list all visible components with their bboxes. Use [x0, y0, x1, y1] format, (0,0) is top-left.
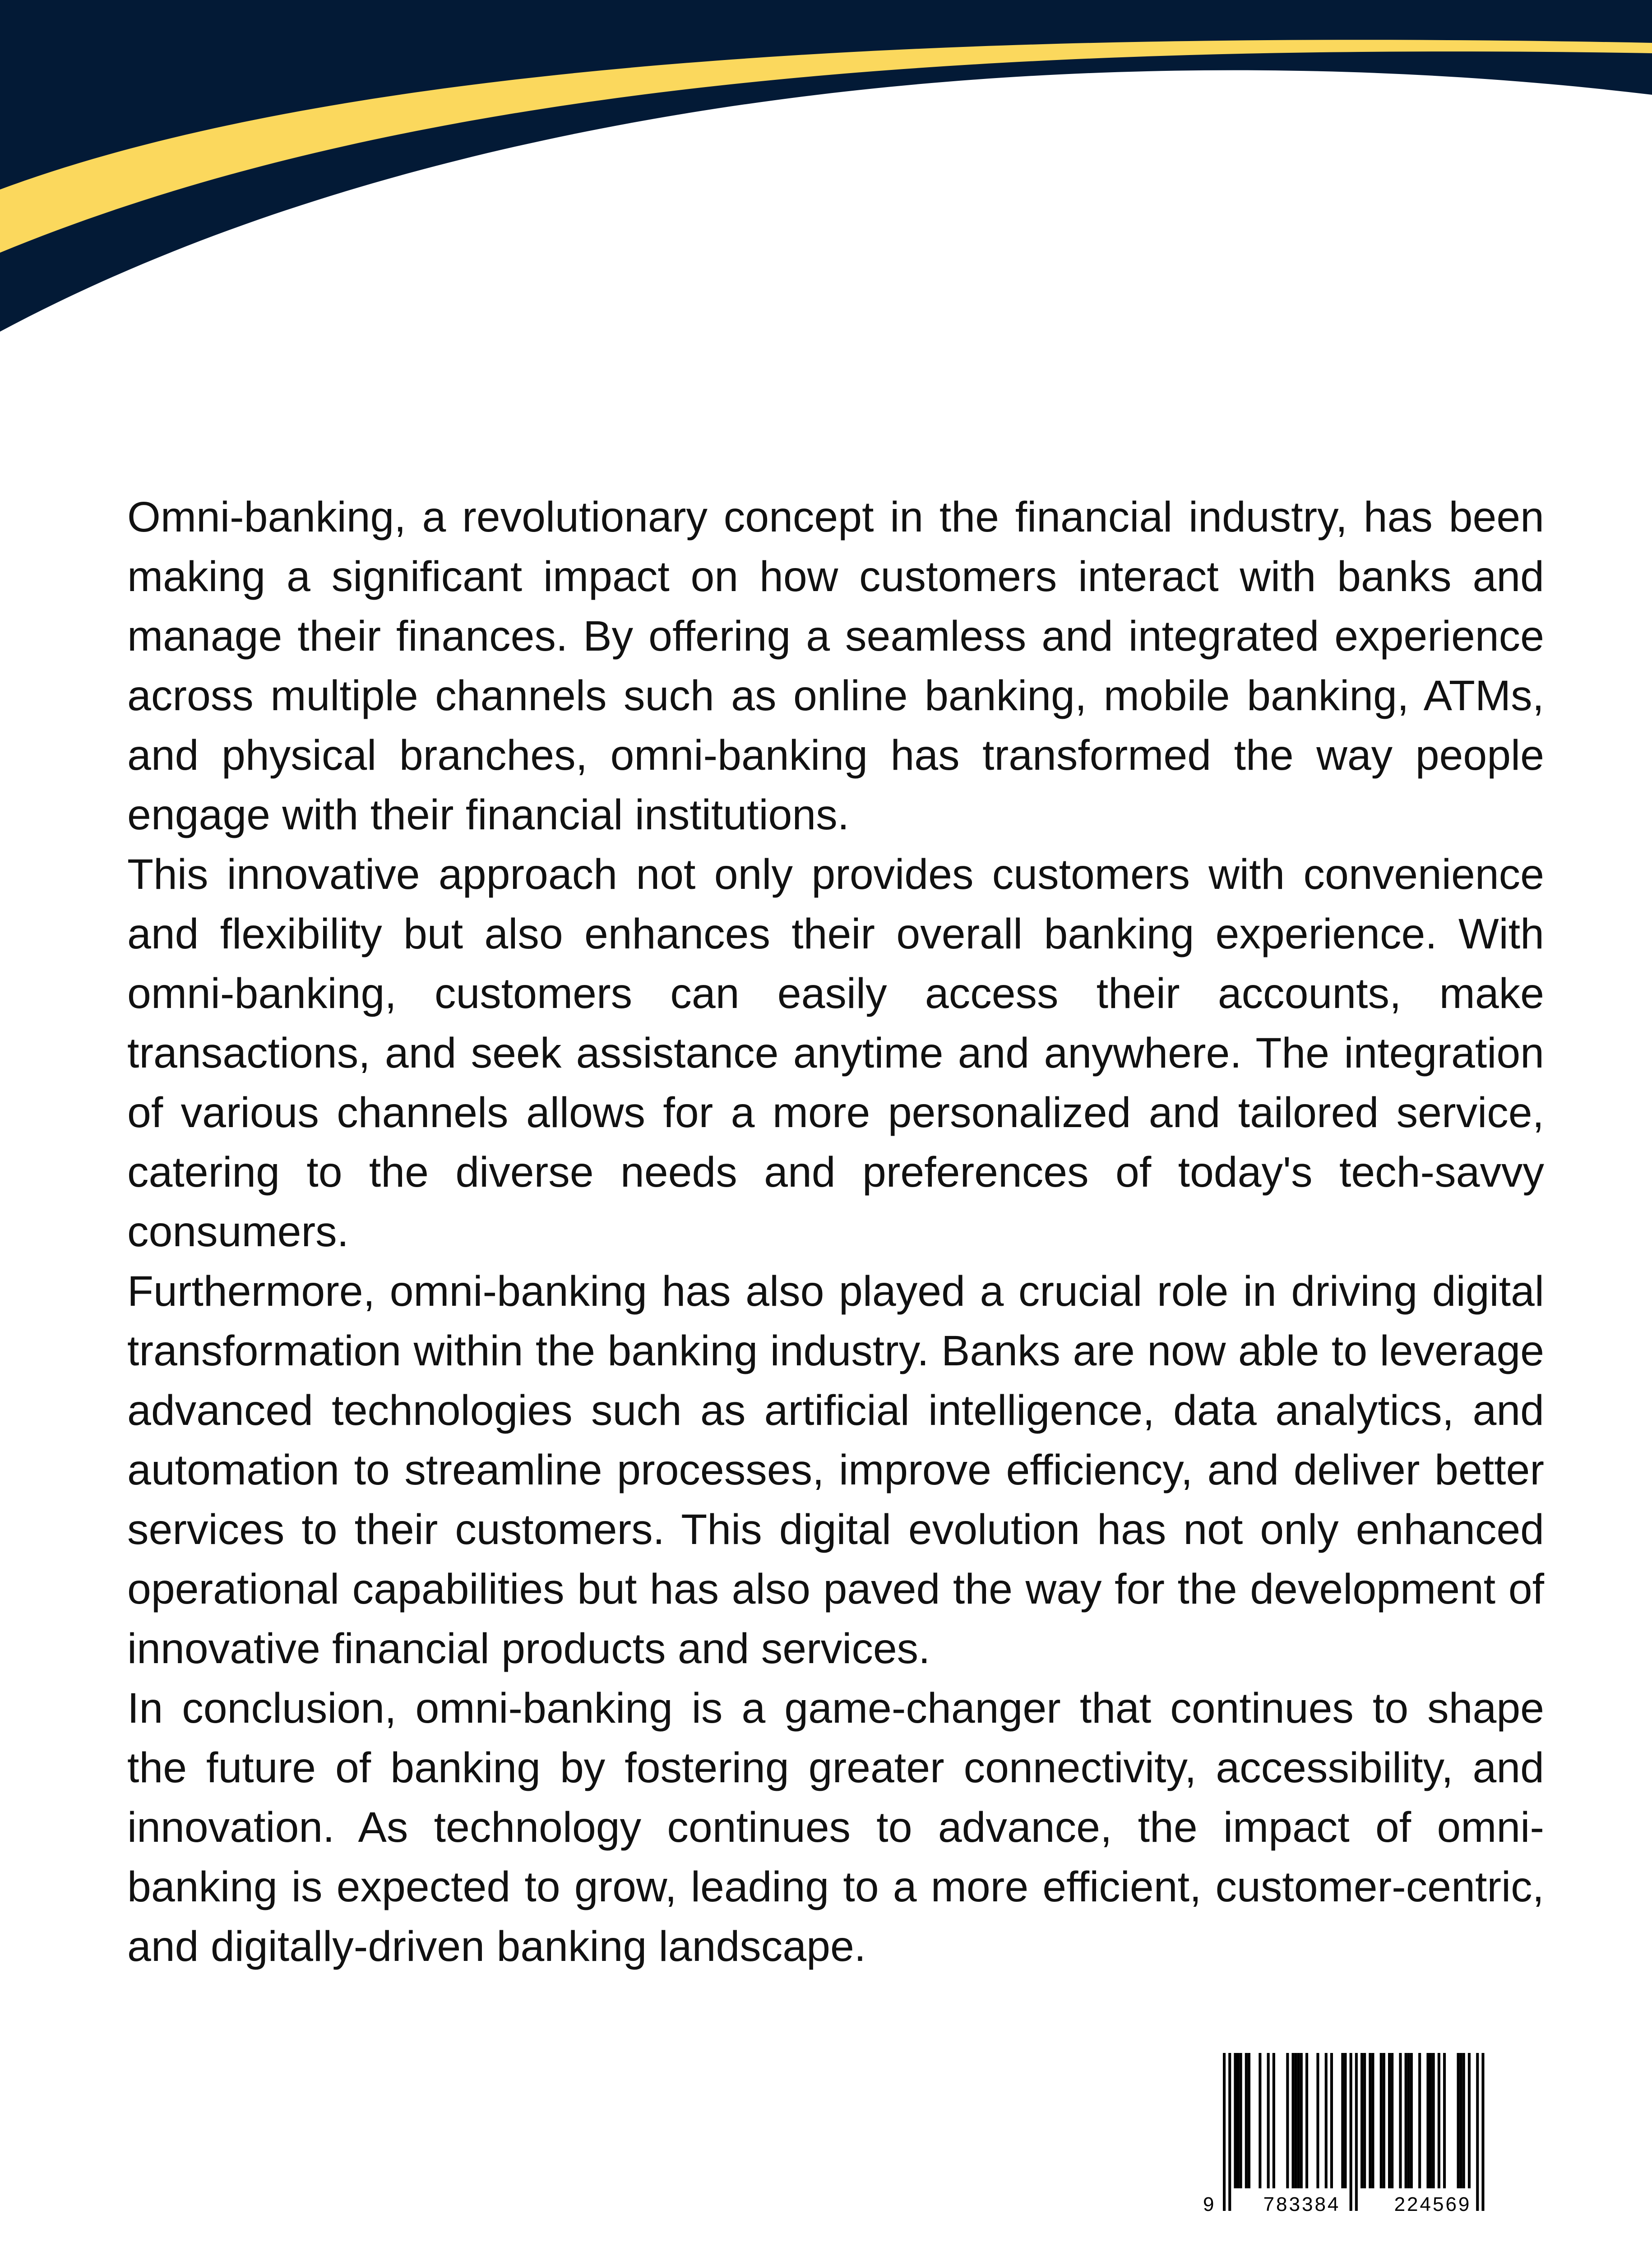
barcode-left-digits: 783384 — [1263, 2193, 1341, 2215]
barcode-bar — [1292, 2053, 1295, 2188]
barcode-bar — [1360, 2053, 1363, 2188]
barcode-bar — [1369, 2053, 1371, 2188]
paragraph: Omni-banking, a revolutionary concept in the financial industry, has been making a significant impact on how customers interact with banks and manage their finances. By offering a seamless and integrated experience across multiple channels such as online banking, mobile banking, ATMs, and physical branches, omni-banking has transformed the way people engage with their financial institutions. — [127, 493, 1544, 839]
back-cover-text — [127, 487, 1544, 1976]
barcode-lead-digit: 9 — [1203, 2193, 1214, 2215]
barcode-bar — [1297, 2053, 1300, 2188]
barcode-bar — [1457, 2053, 1460, 2188]
barcode-bar — [1399, 2053, 1402, 2188]
barcode-bar — [1371, 2053, 1374, 2188]
barcode-bar — [1316, 2053, 1319, 2188]
barcode-bar — [1481, 2053, 1484, 2211]
barcode-bar — [1300, 2053, 1303, 2188]
header-swoosh — [0, 0, 1652, 343]
barcode-bar — [1383, 2053, 1385, 2188]
barcode-right-digits: 224569 — [1394, 2193, 1472, 2215]
barcode-bar — [1267, 2053, 1270, 2188]
barcode-bar — [1468, 2053, 1471, 2188]
paragraph: In conclusion, omni-banking is a game-changer that continues to shape the future of banking by fostering greater connectivity, accessibility, and innovation. As technology continues to advance, the impact of omni-banking is expected to grow, leading to a more efficient, customer-centric, and digitally-driven banking landscape. — [127, 1684, 1544, 1970]
barcode-bar — [1355, 2053, 1358, 2211]
barcode-bar — [1460, 2053, 1462, 2188]
barcode-bar — [1228, 2053, 1231, 2211]
barcode-bar — [1248, 2053, 1250, 2188]
barcode-bar — [1443, 2053, 1446, 2188]
barcode-bar — [1380, 2053, 1383, 2188]
barcode-bar — [1330, 2053, 1333, 2188]
barcode-bar — [1426, 2053, 1429, 2188]
barcode-bar — [1325, 2053, 1328, 2188]
barcode-bar — [1286, 2053, 1289, 2188]
barcode-bar — [1305, 2053, 1308, 2188]
barcode-bar — [1341, 2053, 1344, 2188]
barcode-bar — [1350, 2053, 1352, 2211]
barcode-bar — [1259, 2053, 1261, 2188]
barcode-bar — [1432, 2053, 1435, 2188]
barcode-bar — [1430, 2053, 1432, 2188]
barcode-bar — [1405, 2053, 1407, 2188]
barcode-bar — [1344, 2053, 1347, 2188]
paragraph: Furthermore, omni-banking has also played a crucial role in driving digital transformation within the banking industry. Banks are now able to leverage advanced technologies such as artificial intelligence, data analytics, and automation to streamline processes, improve efficiency, and deliver better services to their customers. This digital evolution has not only enhanced operational capabilities but has also paved the way for the development of innovative financial products and services. — [127, 1267, 1544, 1673]
isbn-barcode — [1200, 2048, 1516, 2224]
barcode-bar — [1391, 2053, 1393, 2188]
barcode-bar — [1295, 2053, 1297, 2188]
barcode-bar — [1418, 2053, 1421, 2188]
barcode-bar — [1407, 2053, 1410, 2188]
barcode-bar — [1476, 2053, 1479, 2211]
barcode-bar — [1438, 2053, 1440, 2188]
barcode-bar — [1245, 2053, 1248, 2188]
barcode-bar — [1462, 2053, 1465, 2188]
paragraph: This innovative approach not only provides customers with convenience and flexibility but also enhances their overall banking experience. With omni-banking, customers can easily access their accounts, make transactions, and seek assistance anytime and anywhere. The integration of various channels allows for a more personalized and tailored service, catering to the diverse needs and preferences of today's tech-savvy consumers. — [127, 851, 1544, 1256]
barcode-bar — [1410, 2053, 1413, 2188]
barcode-bar — [1240, 2053, 1242, 2188]
barcode-bar — [1363, 2053, 1366, 2188]
barcode-bar — [1273, 2053, 1275, 2188]
barcode-bar — [1388, 2053, 1391, 2188]
barcode-bar — [1223, 2053, 1226, 2211]
barcode-bar — [1237, 2053, 1240, 2188]
barcode-bar — [1234, 2053, 1236, 2188]
